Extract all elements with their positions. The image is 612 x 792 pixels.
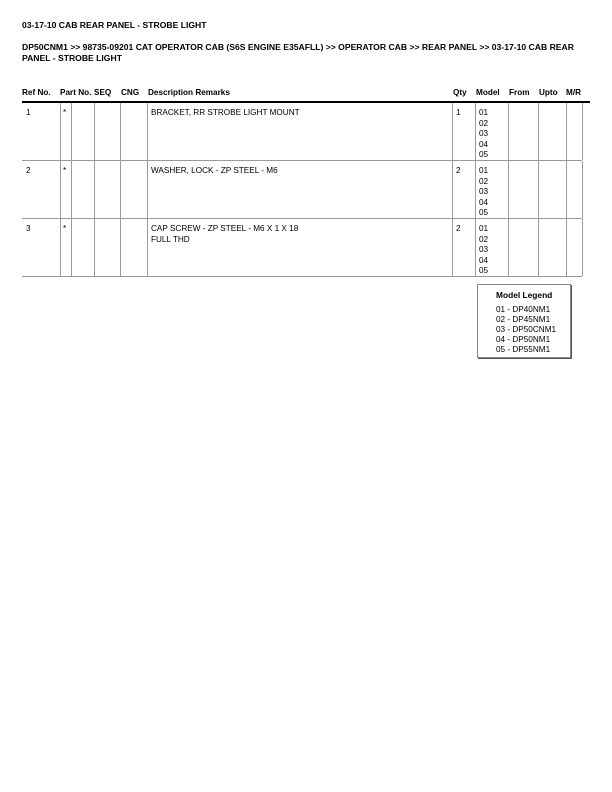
part-no-cell: * [63, 108, 67, 117]
legend-title: Model Legend [496, 290, 553, 300]
legend-item: 04 - DP50NM1 [496, 335, 551, 344]
table-row [22, 161, 582, 219]
model-code: 01 [479, 224, 489, 233]
parts-table [22, 103, 582, 277]
header-description: Description Remarks [148, 88, 230, 97]
model-code: 02 [479, 176, 489, 186]
breadcrumb: DP50CNM1 >> 98735-09201 CAT OPERATOR CAB (S6S ENGINE E35AFLL) >> OPERATOR CAB >> REAR PANEL >> 03-17-10 CAB REAR PANEL - STROBE LIGHT [22, 42, 574, 63]
model-cell [479, 166, 488, 219]
model-code: 03 [479, 129, 489, 138]
model-code: 04 [479, 255, 489, 265]
model-code: 01 [479, 108, 489, 117]
model-cell [479, 108, 488, 161]
description-cell: BRACKET, RR STROBE LIGHT MOUNT [151, 108, 300, 117]
description-cell: WASHER, LOCK - ZP STEEL - M6 [151, 166, 278, 175]
model-code: 03 [479, 245, 489, 254]
header-seq: SEQ [94, 88, 112, 97]
header-upto: Upto [539, 88, 558, 97]
model-legend [477, 284, 571, 358]
ref-no-cell: 3 [26, 224, 31, 233]
legend-item: 02 - DP45NM1 [496, 315, 551, 324]
model-code: 04 [479, 139, 489, 149]
qty-cell: 1 [456, 108, 461, 117]
ref-no-cell: 2 [26, 166, 31, 175]
header-cng: CNG [121, 88, 140, 97]
legend-item: 05 - DP55NM1 [496, 345, 551, 354]
model-code: 05 [479, 150, 489, 159]
qty-cell: 2 [456, 224, 461, 233]
part-no-cell: * [63, 166, 67, 175]
model-code: 02 [479, 118, 489, 128]
header-part-no: Part No. [60, 88, 92, 97]
header-model: Model [476, 88, 500, 97]
model-code: 05 [479, 266, 489, 275]
page-title: 03-17-10 CAB REAR PANEL - STROBE LIGHT [22, 20, 207, 30]
ref-no-cell: 1 [26, 108, 31, 117]
model-code: 01 [479, 166, 489, 175]
model-code: 05 [479, 208, 489, 217]
table-row [22, 219, 582, 277]
legend-item: 03 - DP50CNM1 [496, 325, 557, 334]
part-no-cell: * [63, 224, 67, 233]
model-code: 04 [479, 197, 489, 207]
legend-item: 01 - DP40NM1 [496, 305, 551, 314]
model-code: 02 [479, 234, 489, 244]
header-ref-no: Ref No. [22, 88, 51, 97]
model-code: 03 [479, 187, 489, 196]
model-cell [479, 224, 488, 277]
header-qty: Qty [453, 88, 467, 97]
table-row [22, 103, 582, 161]
header-mr: M/R [566, 88, 582, 97]
qty-cell: 2 [456, 166, 461, 175]
header-from: From [509, 88, 530, 97]
description-cell: CAP SCREW - ZP STEEL - M6 X 1 X 18 FULL THD [151, 224, 299, 244]
